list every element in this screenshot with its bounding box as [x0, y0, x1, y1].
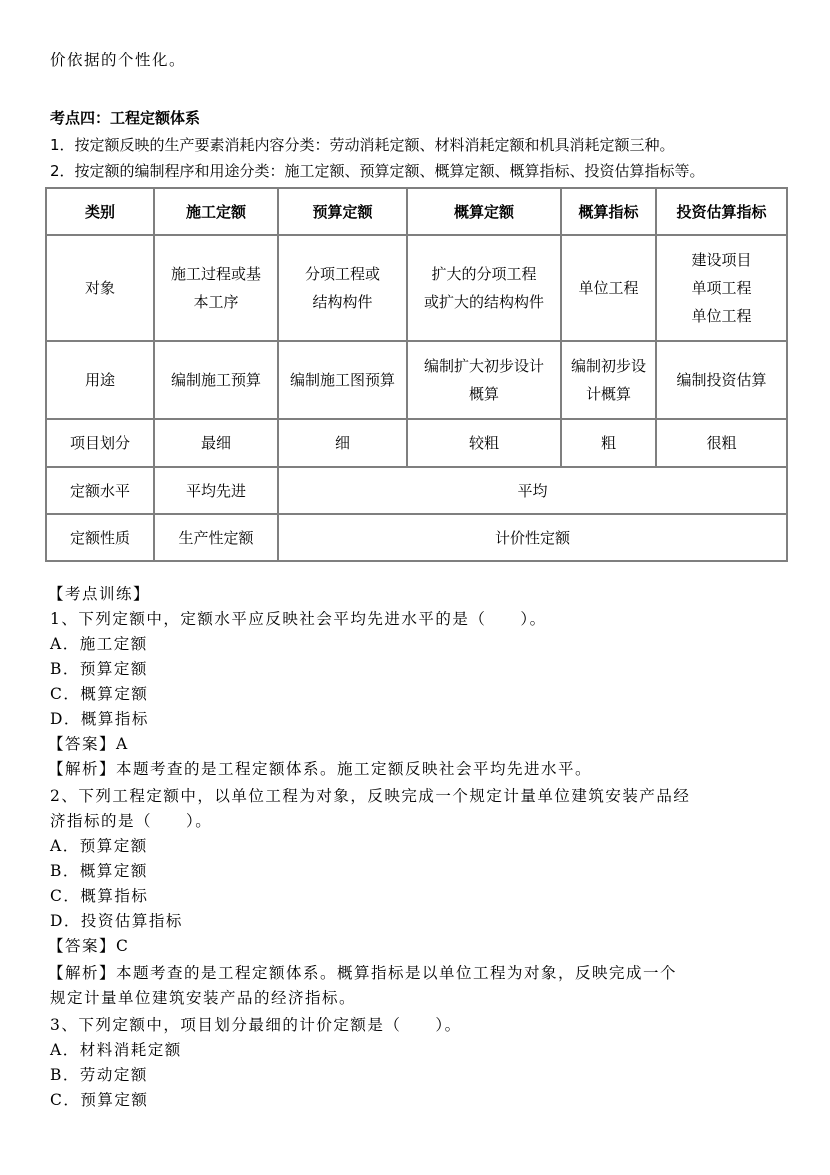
table-cell: 编制施工预算 [154, 341, 278, 419]
question-1-stem: 1、下列定额中，定额水平应反映社会平均先进水平的是（ ）。 [50, 610, 547, 628]
row-label: 用途 [46, 341, 154, 419]
table-cell: 生产性定额 [154, 514, 278, 561]
question-2-analysis-line-2: 规定计量单位建筑安装产品的经济指标。 [50, 989, 357, 1007]
cell-line: 结构构件 [312, 293, 373, 311]
table-cell [154, 235, 278, 341]
question-2-stem-line-2: 济指标的是（ ）。 [50, 812, 213, 830]
quota-system-table [45, 187, 788, 562]
table-cell: 细 [278, 419, 407, 467]
table-cell [407, 235, 561, 341]
table-cell [561, 341, 656, 419]
question-2-option-b: B．概算定额 [50, 862, 148, 880]
cell-line: 编制扩大初步设计 [423, 357, 544, 375]
table-row-object [46, 235, 787, 341]
table-cell: 编制投资估算 [656, 341, 787, 419]
point-1: 1．按定额反映的生产要素消耗内容分类：劳动消耗定额、材料消耗定额和机具消耗定额三种。 [50, 136, 675, 154]
cell-line: 本工序 [193, 293, 239, 311]
question-3-stem: 3、下列定额中，项目划分最细的计价定额是（ ）。 [50, 1016, 462, 1034]
cell-line: 或扩大的结构构件 [423, 293, 544, 311]
cell-line: 建设项目 [691, 251, 752, 269]
question-3-option-b: B．劳动定额 [50, 1066, 148, 1084]
row-label: 定额性质 [46, 514, 154, 561]
table-cell: 单位工程 [561, 235, 656, 341]
question-2-stem-line-1: 2、下列工程定额中，以单位工程为对象，反映完成一个规定计量单位建筑安装产品经 [50, 787, 691, 805]
table-cell-merged: 计价性定额 [278, 514, 787, 561]
question-3-option-a: A．材料消耗定额 [50, 1041, 182, 1059]
table-cell: 平均先进 [154, 467, 278, 514]
intro-line: 价依据的个性化。 [50, 51, 187, 69]
table-header: 投资估算指标 [656, 188, 787, 235]
table-cell: 较粗 [407, 419, 561, 467]
cell-line: 编制初步设 [570, 357, 646, 375]
question-2-option-c: C．概算指标 [50, 887, 149, 905]
cell-line: 计概算 [585, 385, 631, 403]
question-2-answer: 【答案】C [48, 937, 130, 955]
table-header: 类别 [46, 188, 154, 235]
table-cell [656, 235, 787, 341]
table-header-row [46, 188, 787, 235]
cell-line: 概算 [468, 385, 499, 403]
table-row-use [46, 341, 787, 419]
cell-line: 扩大的分项工程 [431, 265, 537, 283]
table-header: 概算定额 [407, 188, 561, 235]
table-cell-merged: 平均 [278, 467, 787, 514]
question-1-option-c: C．概算定额 [50, 685, 149, 703]
table-row-nature [46, 514, 787, 561]
table-row-level [46, 467, 787, 514]
table-cell: 编制施工图预算 [278, 341, 407, 419]
table-cell: 最细 [154, 419, 278, 467]
cell-line: 单项工程 [691, 279, 752, 297]
table-cell: 粗 [561, 419, 656, 467]
table-cell: 很粗 [656, 419, 787, 467]
table-cell [407, 341, 561, 419]
table-row-division [46, 419, 787, 467]
question-2-option-a: A．预算定额 [50, 837, 148, 855]
question-2-analysis-line-1: 【解析】本题考查的是工程定额体系。概算指标是以单位工程为对象，反映完成一个 [48, 964, 678, 982]
question-1-option-d: D．概算指标 [50, 710, 149, 728]
row-label: 项目划分 [46, 419, 154, 467]
question-1-option-b: B．预算定额 [50, 660, 148, 678]
table-cell [278, 235, 407, 341]
cell-line: 单位工程 [691, 307, 752, 325]
cell-line: 分项工程或 [304, 265, 380, 283]
question-1-answer: 【答案】A [48, 735, 129, 753]
table-header: 预算定额 [278, 188, 407, 235]
question-3-option-c: C．预算定额 [50, 1091, 149, 1109]
section-title: 考点四：工程定额体系 [50, 109, 201, 127]
question-2-option-d: D．投资估算指标 [50, 912, 183, 930]
table-header: 施工定额 [154, 188, 278, 235]
training-title: 【考点训练】 [48, 585, 151, 603]
question-1-option-a: A．施工定额 [50, 635, 148, 653]
row-label: 对象 [46, 235, 154, 341]
table-header: 概算指标 [561, 188, 656, 235]
question-1-analysis: 【解析】本题考查的是工程定额体系。施工定额反映社会平均先进水平。 [48, 760, 593, 778]
row-label: 定额水平 [46, 467, 154, 514]
cell-line: 施工过程或基 [170, 265, 261, 283]
point-2: 2．按定额的编制程序和用途分类：施工定额、预算定额、概算定额、概算指标、投资估算指标等。 [50, 162, 705, 180]
